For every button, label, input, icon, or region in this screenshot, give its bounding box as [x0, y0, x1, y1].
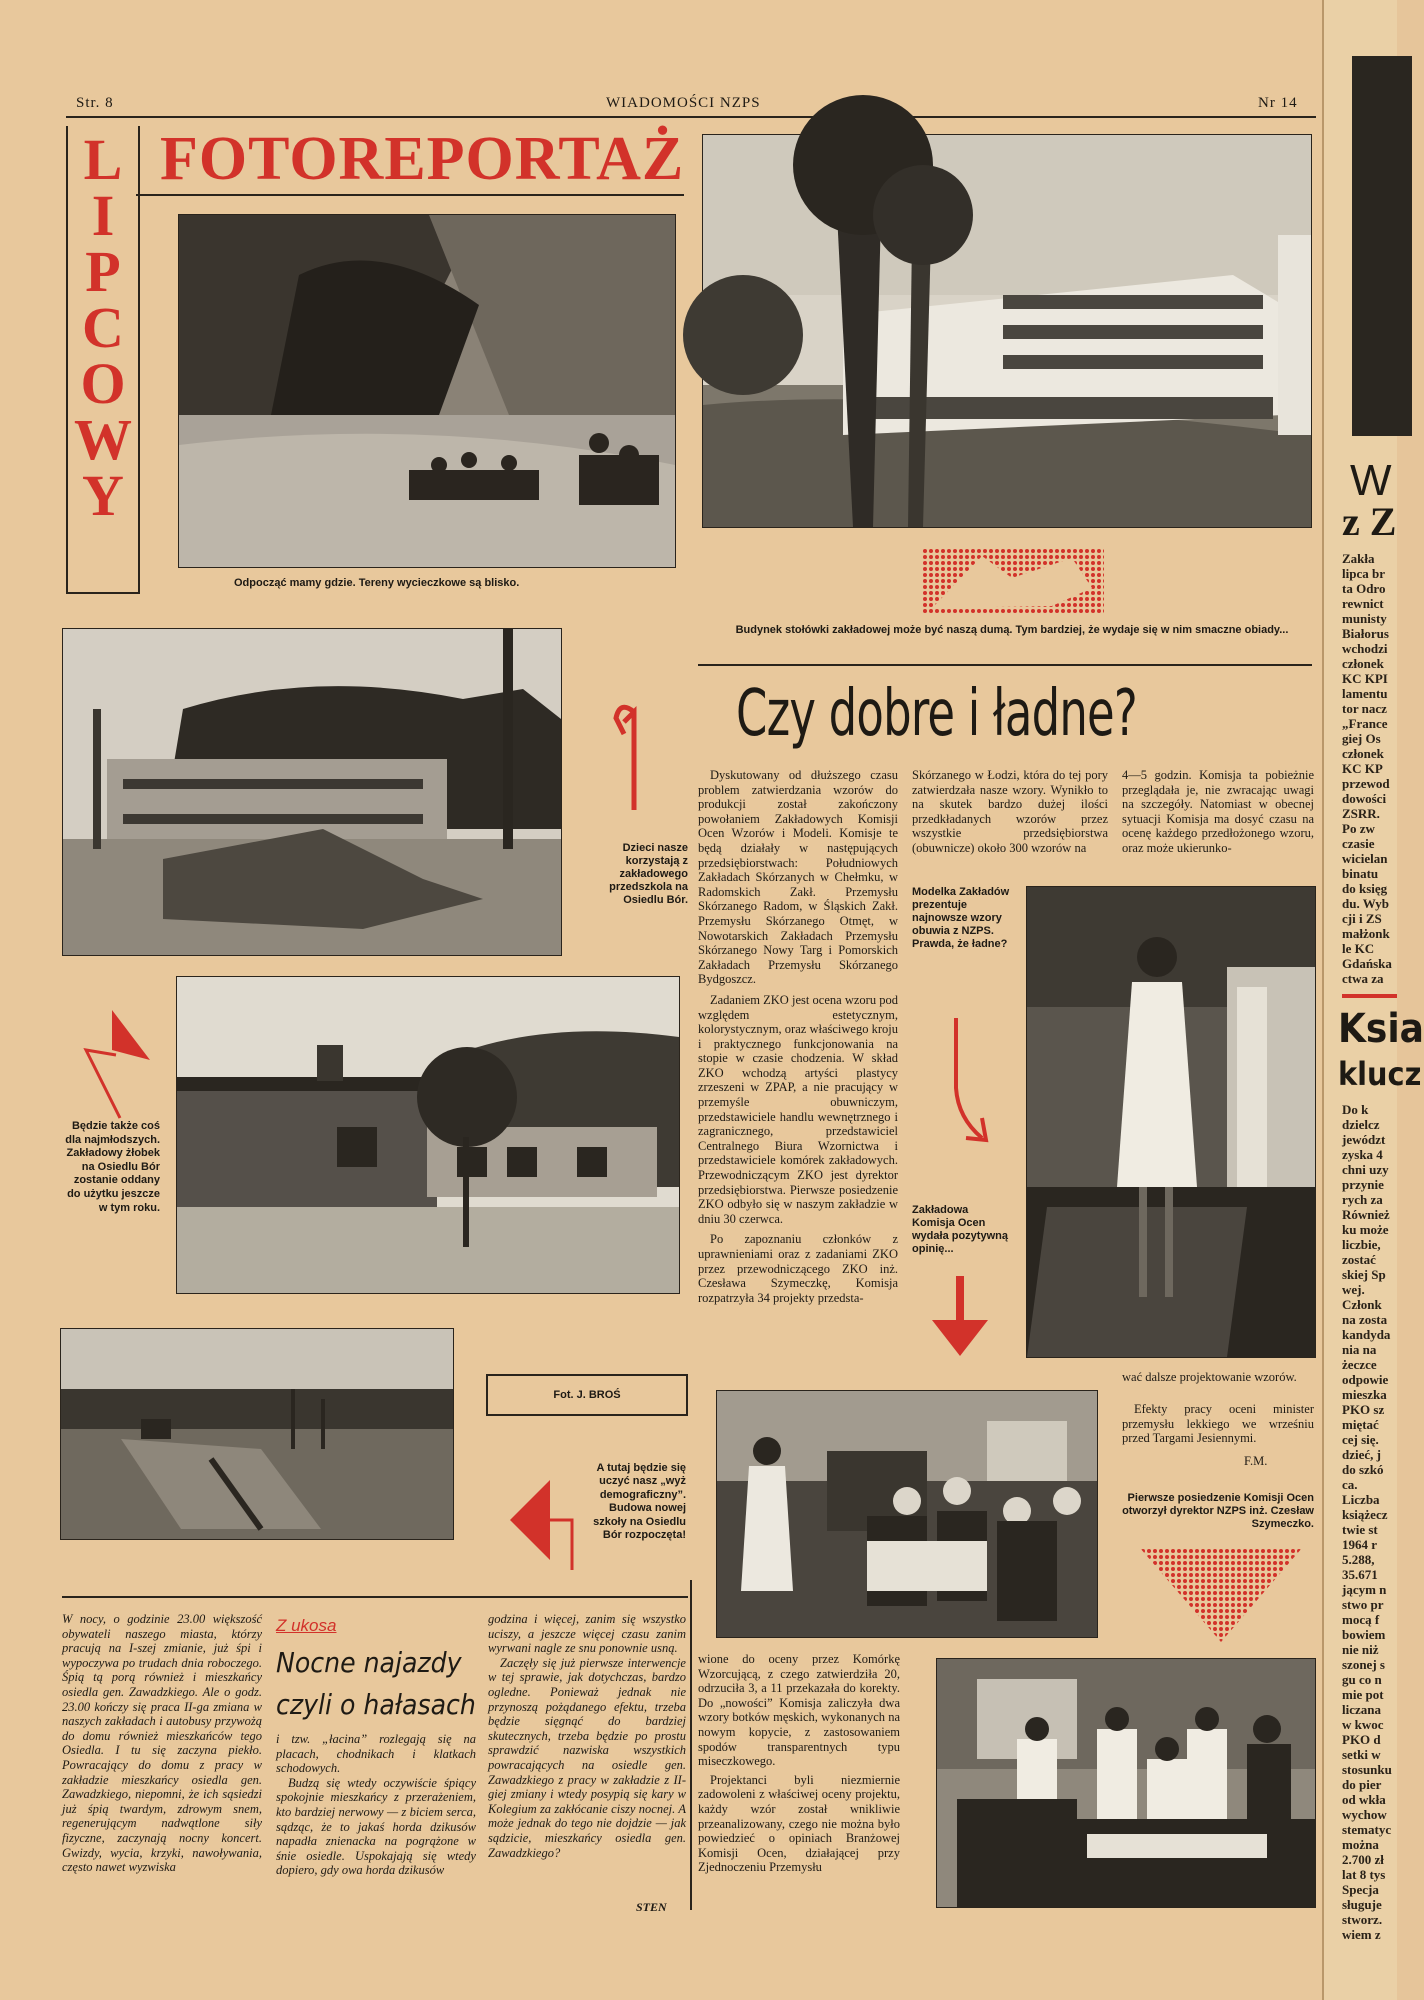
- page-number: Str. 8: [76, 95, 114, 111]
- edge-red-rule: [1342, 994, 1397, 998]
- edge-text-line: ca.: [1342, 1477, 1358, 1492]
- nursery-caption: Będzie także coś dla najmłodszych. Zakładowy żłobek na Osiedlu Bór zostanie oddany do użytku jeszcze w tym roku.: [65, 1120, 160, 1214]
- edge-text-line: Specja: [1342, 1882, 1379, 1897]
- edge-text-line: dowości: [1342, 791, 1387, 806]
- river-photo: [178, 214, 676, 568]
- edge-text-line: dzielcz: [1342, 1117, 1380, 1132]
- edge-text-line: czasie: [1342, 836, 1375, 851]
- meeting-caption: Pierwsze posiedzenie Komisji Ocen otworzył dyrektor NZPS inż. Czesław Szymeczko.: [1122, 1492, 1314, 1530]
- article-headline: Czy dobre i ładne?: [736, 677, 1137, 751]
- edge-text-line: giej Os: [1342, 731, 1381, 746]
- edge-text-line: Po zw: [1342, 821, 1375, 836]
- edge-text-line: ctwa za: [1342, 971, 1384, 986]
- edge-text-line: do pier: [1342, 1777, 1382, 1792]
- edge-text-line: bowiem: [1342, 1627, 1386, 1642]
- edge-text-line: chni uzy: [1342, 1162, 1389, 1177]
- edge-text-line: Członk: [1342, 1297, 1382, 1312]
- vertical-title-letter: O: [80, 351, 126, 416]
- edge-text-line: książecz: [1342, 1507, 1388, 1522]
- column-left-text: W nocy, o godzinie 23.00 większość obywateli naszego miasta, którzy pracują na I-szej zmianie, już śpi i wypoczywa po trudach dnia roboczego. Śpią tą porą również i mieszkańcy osiedla gen. Zawadzkiego. Ale o godz. 23.00 kończy się praca II-ga zmiana w naszych zakładach i autobusy przywożą do domu również mieszkańców tego Osiedla. I tu się zaczyna piekło. Powracający do domu z pracy w zakładzie mieszkańcy osiedla gen. Zawadzkiego, niepomni, że ich sąsiedzi już śpią twardym, zdrowym snem, regenerującym nadwątlone siły fizyczne, zaczynają nocny koncert. Gwizdy, wycia, krzyki, nawoływania, często nawet wyzwiska: [62, 1612, 262, 1875]
- edge-text-line: wej.: [1342, 1282, 1365, 1297]
- river-caption: Odpocząć mamy gdzie. Tereny wycieczkowe są blisko.: [234, 577, 520, 589]
- edge-text-line: stosunku: [1342, 1762, 1392, 1777]
- edge-text-line: PKO d: [1342, 1732, 1381, 1747]
- red-arrow-up-icon: [612, 692, 652, 812]
- edge-text-line: PKO sz: [1342, 1402, 1385, 1417]
- edge-text-line: sługuje: [1342, 1897, 1382, 1912]
- edge-text-line: jewództ: [1342, 1132, 1386, 1147]
- edge-text-line: Zakła: [1342, 551, 1375, 566]
- article-col2-text: Skórzanego w Łodzi, która do tej pory zatwierdzała nasze wzory. Wynikło to na skutek bardzo dużej ilości przedkładanych wzorów przez wszystkie przedsiębiorstwa (obuwnicze) około 300 wzorów na: [912, 768, 1108, 855]
- edge-head-3: Ksia: [1338, 1006, 1424, 1052]
- next-page-edge: [1322, 0, 1424, 2000]
- title-rule: [136, 194, 684, 196]
- edge-text-line: przynie: [1342, 1177, 1384, 1192]
- edge-text-line: munisty: [1342, 611, 1387, 626]
- article-column-1: [698, 768, 898, 1305]
- header-rule: [66, 116, 1316, 118]
- column-right-text: godzina i więcej, zanim się wszystko uciszy, a jeszcze więcej czasu zanim wyrwani nagle ze snu ponownie usną.: [488, 1612, 686, 1656]
- edge-text-block-2: [1324, 1102, 1397, 1942]
- edge-photo: [1352, 56, 1412, 436]
- model-caption: Modelka Zakładów prezentuje najnowsze wzory obuwia z NZPS. Prawda, że ładne?: [912, 886, 1010, 950]
- article-signature: F.M.: [1244, 1454, 1268, 1468]
- vertical-title-letter: C: [82, 295, 124, 360]
- edge-text-line: cej się.: [1342, 1432, 1379, 1447]
- main-title: FOTOREPORTAŻ: [160, 125, 685, 193]
- edge-text-line: w kwoc: [1342, 1717, 1384, 1732]
- edge-text-line: setki w: [1342, 1747, 1381, 1762]
- column-signature: STEN: [636, 1900, 667, 1914]
- column-top-rule: [62, 1596, 688, 1598]
- edge-text-line: mieszka: [1342, 1387, 1387, 1402]
- preschool-photo: [62, 628, 562, 956]
- edge-text-line: binatu: [1342, 866, 1379, 881]
- edge-text-line: liczana: [1342, 1702, 1381, 1717]
- edge-head-1: W: [1350, 456, 1392, 505]
- red-arrow-left-icon: [510, 1480, 574, 1572]
- column-divider: [690, 1580, 692, 1910]
- edge-text-line: cji i ZS: [1342, 911, 1382, 926]
- red-pattern-decoration: [922, 548, 1104, 614]
- article-col1b-text: Zadaniem ZKO jest ocena wzoru pod względem estetycznym, kolorystycznym, oraz właściwego kroju i praktycznego funkcjonowania na stopie w czasie chodzenia. W skład ZKO wchodzą artyści plastycy zrzeszeni w ZPAP, a nie pracujący w przemyśle obuwniczym, przedstawiciele handlu wewnętrznego i zagranicznego, przedstawiciel Centralnego Biura Wzornictwa i przedstawiciele komórek zakładowych. Przewodniczącym ZKO jest dyrektor przedsiębiorstwa. Pierwsze posiedzenie ZKO odbyło się w naszym zakładzie w dniu 30 czerwca.: [698, 992, 898, 1226]
- edge-text-line: wchodzi: [1342, 641, 1388, 656]
- edge-text-line: dzieć, j: [1342, 1447, 1381, 1462]
- vertical-title-letter: W: [74, 407, 132, 472]
- column-title-line2: czyli o hałasach: [276, 1688, 476, 1721]
- edge-head-2: z Z: [1342, 499, 1397, 544]
- edge-text-line: „France: [1342, 716, 1388, 731]
- canteen-caption: Budynek stołówki zakładowej może być naszą dumą. Tym bardziej, że wydaje się w nim smaczne obiady...: [735, 624, 1289, 636]
- vertical-title-box: [66, 126, 140, 594]
- edge-text-line: Białorus: [1342, 626, 1389, 641]
- edge-text-line: mie pot: [1342, 1687, 1384, 1702]
- edge-text-line: wychow: [1342, 1807, 1387, 1822]
- photo-credit-box: [486, 1374, 688, 1416]
- edge-text-line: szonej s: [1342, 1657, 1385, 1672]
- edge-text-line: Liczba: [1342, 1492, 1380, 1507]
- red-arrow-down-curved-icon: [946, 1018, 992, 1142]
- article-col3c-text: Efekty pracy oceni minister przemysłu lekkiego we wrześniu przed Targami Jesiennymi.: [1122, 1402, 1314, 1446]
- article-col1c-text: Po zapoznaniu członków z uprawnieniami oraz z zadaniami ZKO przez przewodniczącego ZKO inż. Czesława Szymeczkę, Komisja rozpatrzyła 34 projekty przedsta-: [698, 1232, 898, 1305]
- edge-text-line: żeczce: [1342, 1357, 1377, 1372]
- edge-text-line: na zosta: [1342, 1312, 1388, 1327]
- edge-text-line: jącym n: [1342, 1582, 1387, 1597]
- issue-number: Nr 14: [1258, 95, 1298, 111]
- school-caption: A tutaj będzie się uczyć nasz „wyż demograficzny”. Budowa nowej szkoły na Osiedlu Bór rozpoczęta!: [593, 1462, 686, 1542]
- model-photo: [1026, 886, 1316, 1358]
- edge-text-line: tor nacz: [1342, 701, 1387, 716]
- article-cont-text: wione do oceny przez Komórkę Wzorcującą, z czego zatwierdziła 20, odrzuciła 3, a 11 przekazała do korekty. Do „nowości” Komisja zaliczyła dwa wzory botków męskich, wykonanych na nowym kopycie, z zastosowaniem spodów transparentnych typu miseczkowego.: [698, 1652, 900, 1769]
- edge-text-line: wiem z: [1342, 1927, 1381, 1942]
- vertical-title: [68, 127, 138, 528]
- article-cont2-text: Projektanci byli niezmiernie zadowoleni z właściwej oceny projektu, każdy wzór został wnikliwie przeanalizowany, czego nie można było powiedzieć o opiniach Branżowej Komisji Ocen, działającej przy Zjednoczeniu Przemysłu: [698, 1772, 900, 1875]
- edge-text-line: le KC: [1342, 941, 1375, 956]
- edge-text-line: zyska 4: [1342, 1147, 1383, 1162]
- edge-text-line: liczbie,: [1342, 1237, 1381, 1252]
- edge-text-line: małżonk: [1342, 926, 1390, 941]
- article-continuation: [698, 1652, 900, 1875]
- edge-text-line: gu co n: [1342, 1672, 1382, 1687]
- edge-text-line: Gdańska: [1342, 956, 1392, 971]
- edge-text-line: stwo pr: [1342, 1597, 1384, 1612]
- edge-text-line: ta Odro: [1342, 581, 1386, 596]
- edge-text-line: przewod: [1342, 776, 1390, 791]
- column-right: [488, 1612, 686, 1860]
- photo-credit: Fot. J. BROŚ: [553, 1389, 621, 1401]
- edge-text-line: rewnict: [1342, 596, 1384, 611]
- edge-text-line: nia na: [1342, 1342, 1377, 1357]
- vertical-title-letter: Y: [82, 463, 124, 528]
- edge-text-line: zostać: [1342, 1252, 1376, 1267]
- article-rule: [698, 664, 1312, 666]
- edge-text-block-1: [1324, 551, 1397, 986]
- column-title-line1: Nocne najazdy: [276, 1646, 462, 1679]
- edge-text-line: od wkła: [1342, 1792, 1386, 1807]
- nursery-photo: [176, 976, 680, 1294]
- edge-head-4: klucz: [1338, 1055, 1422, 1093]
- edge-text-line: KC KPI: [1342, 671, 1388, 686]
- edge-text-line: du. Wyb: [1342, 896, 1389, 911]
- edge-text-line: rych za: [1342, 1192, 1383, 1207]
- meeting-photo: [936, 1658, 1316, 1908]
- commission-caption: Zakładowa Komisja Ocen wydała pozytywną opinię...: [912, 1204, 1008, 1255]
- edge-text-line: do księg: [1342, 881, 1388, 896]
- edge-text-line: wicielan: [1342, 851, 1388, 866]
- edge-text-line: ZSRR.: [1342, 806, 1380, 821]
- edge-text-line: stworz.: [1342, 1912, 1383, 1927]
- article-col3b-text: wać dalsze projektowanie wzorów.: [1122, 1370, 1297, 1384]
- edge-text-line: kandyda: [1342, 1327, 1391, 1342]
- edge-text-line: skiej Sp: [1342, 1267, 1386, 1282]
- edge-text-line: członek: [1342, 746, 1384, 761]
- canteen-photo: [702, 134, 1312, 528]
- column-mid-text: i tzw. „łacina” rozlegają się na placach, chodnikach i klatkach schodowych.: [276, 1732, 476, 1776]
- edge-text-line: 2.700 zł: [1342, 1852, 1384, 1867]
- edge-text-line: mocą f: [1342, 1612, 1380, 1627]
- edge-text-line: miętać: [1342, 1417, 1379, 1432]
- edge-text-line: można: [1342, 1837, 1379, 1852]
- article-col3-text: 4—5 godzin. Komisja ta pobieżnie przeglądała je, nie zwracając uwagi na szczegóły. Natomiast w obecnej sytuacji Komisja ma dosyć czasu na ocenę każdego przedłożonego wzoru, oraz może ukierunko-: [1122, 768, 1314, 855]
- edge-text-line: do szkó: [1342, 1462, 1384, 1477]
- column-right2-text: Zaczęły się już pierwsze interwencje w tej sprawie, jak dotychczas, bardzo ogledne. Ponieważ jednak nie przynoszą pożądanego efektu, trzeba będzie sięgnąć do bardziej skutecznych, trzeba będzie po prostu sprawdzić nazwiska wszystkich powracających na osiedle gen. Zawadzkiego z pracy w zakładzie z II-giej zmiany i wtedy posypią się kary w Kolegium za zakłócanie ciszy nocnej. A może jednak do tego nie dojdzie — jak sądzicie, mieszkańcy osiedla gen. Zawadzkiego?: [488, 1655, 686, 1860]
- column-kicker: Z ukosa: [276, 1616, 337, 1635]
- edge-text-line: Również: [1342, 1207, 1390, 1222]
- edge-text-line: lipca br: [1342, 566, 1385, 581]
- edge-text-line: lat 8 tys: [1342, 1867, 1386, 1882]
- edge-text-line: 1964 r: [1342, 1537, 1378, 1552]
- paper-name: WIADOMOŚCI NZPS: [606, 95, 761, 111]
- edge-text-line: twie st: [1342, 1522, 1378, 1537]
- edge-text-line: ku może: [1342, 1222, 1389, 1237]
- red-zigzag-arrow-icon: [76, 1010, 150, 1120]
- preschool-caption: Dzieci nasze korzystają z zakładowego przedszkola na Osiedlu Bór.: [609, 842, 688, 906]
- commission-photo: [716, 1390, 1098, 1638]
- edge-text-line: Do k: [1342, 1102, 1369, 1117]
- edge-text-line: nie niż: [1342, 1642, 1379, 1657]
- red-triangle-decoration: [1140, 1548, 1302, 1642]
- edge-text-line: lamentu: [1342, 686, 1388, 701]
- vertical-title-letter: P: [85, 239, 121, 304]
- column-mid2-text: Budzą się wtedy oczywiście śpiący spokojnie mieszkańcy z przerażeniem, kto bardziej nerwowy — z biciem serca, sądząc, że to jakaś horda dzikusów napadła znienacka na pogrążone w śnie osiedle. Uspokajają się wtedy dopiero, gdy owa horda dzikusów: [276, 1775, 476, 1878]
- column-mid: [276, 1732, 476, 1878]
- edge-text-line: stematyc: [1342, 1822, 1392, 1837]
- edge-text-line: członek: [1342, 656, 1384, 671]
- vertical-title-letter: L: [83, 127, 123, 192]
- vertical-title-letter: I: [91, 183, 115, 248]
- red-arrow-down-icon: [930, 1276, 990, 1358]
- edge-text-line: KC KP: [1342, 761, 1383, 776]
- edge-text-line: 35.671: [1342, 1567, 1378, 1582]
- edge-text-line: 5.288,: [1342, 1552, 1375, 1567]
- edge-text-line: odpowie: [1342, 1372, 1389, 1387]
- school-photo: [60, 1328, 454, 1540]
- article-col1-text: Dyskutowany od dłuższego czasu problem zatwierdzania wzorów do produkcji został zakończony powołaniem Zakładowych Komisji Ocen Wzorów i Modeli. Komisje te będą działały w następujących przedsiębiorstwach: Południowych Zakładach Skórzanych w Chełmku, w Radomskich Zakł. Przemysłu Skórzanego Radom, w Śląskich Zakł. Przemysłu Skórzanego Otmęt, w Nowotarskich Zakładach Przemysłu Skórzanego Nowy Targ i Pomorskich Zakładach Przemysłu Skórzanego Bydgoszcz.: [698, 768, 898, 987]
